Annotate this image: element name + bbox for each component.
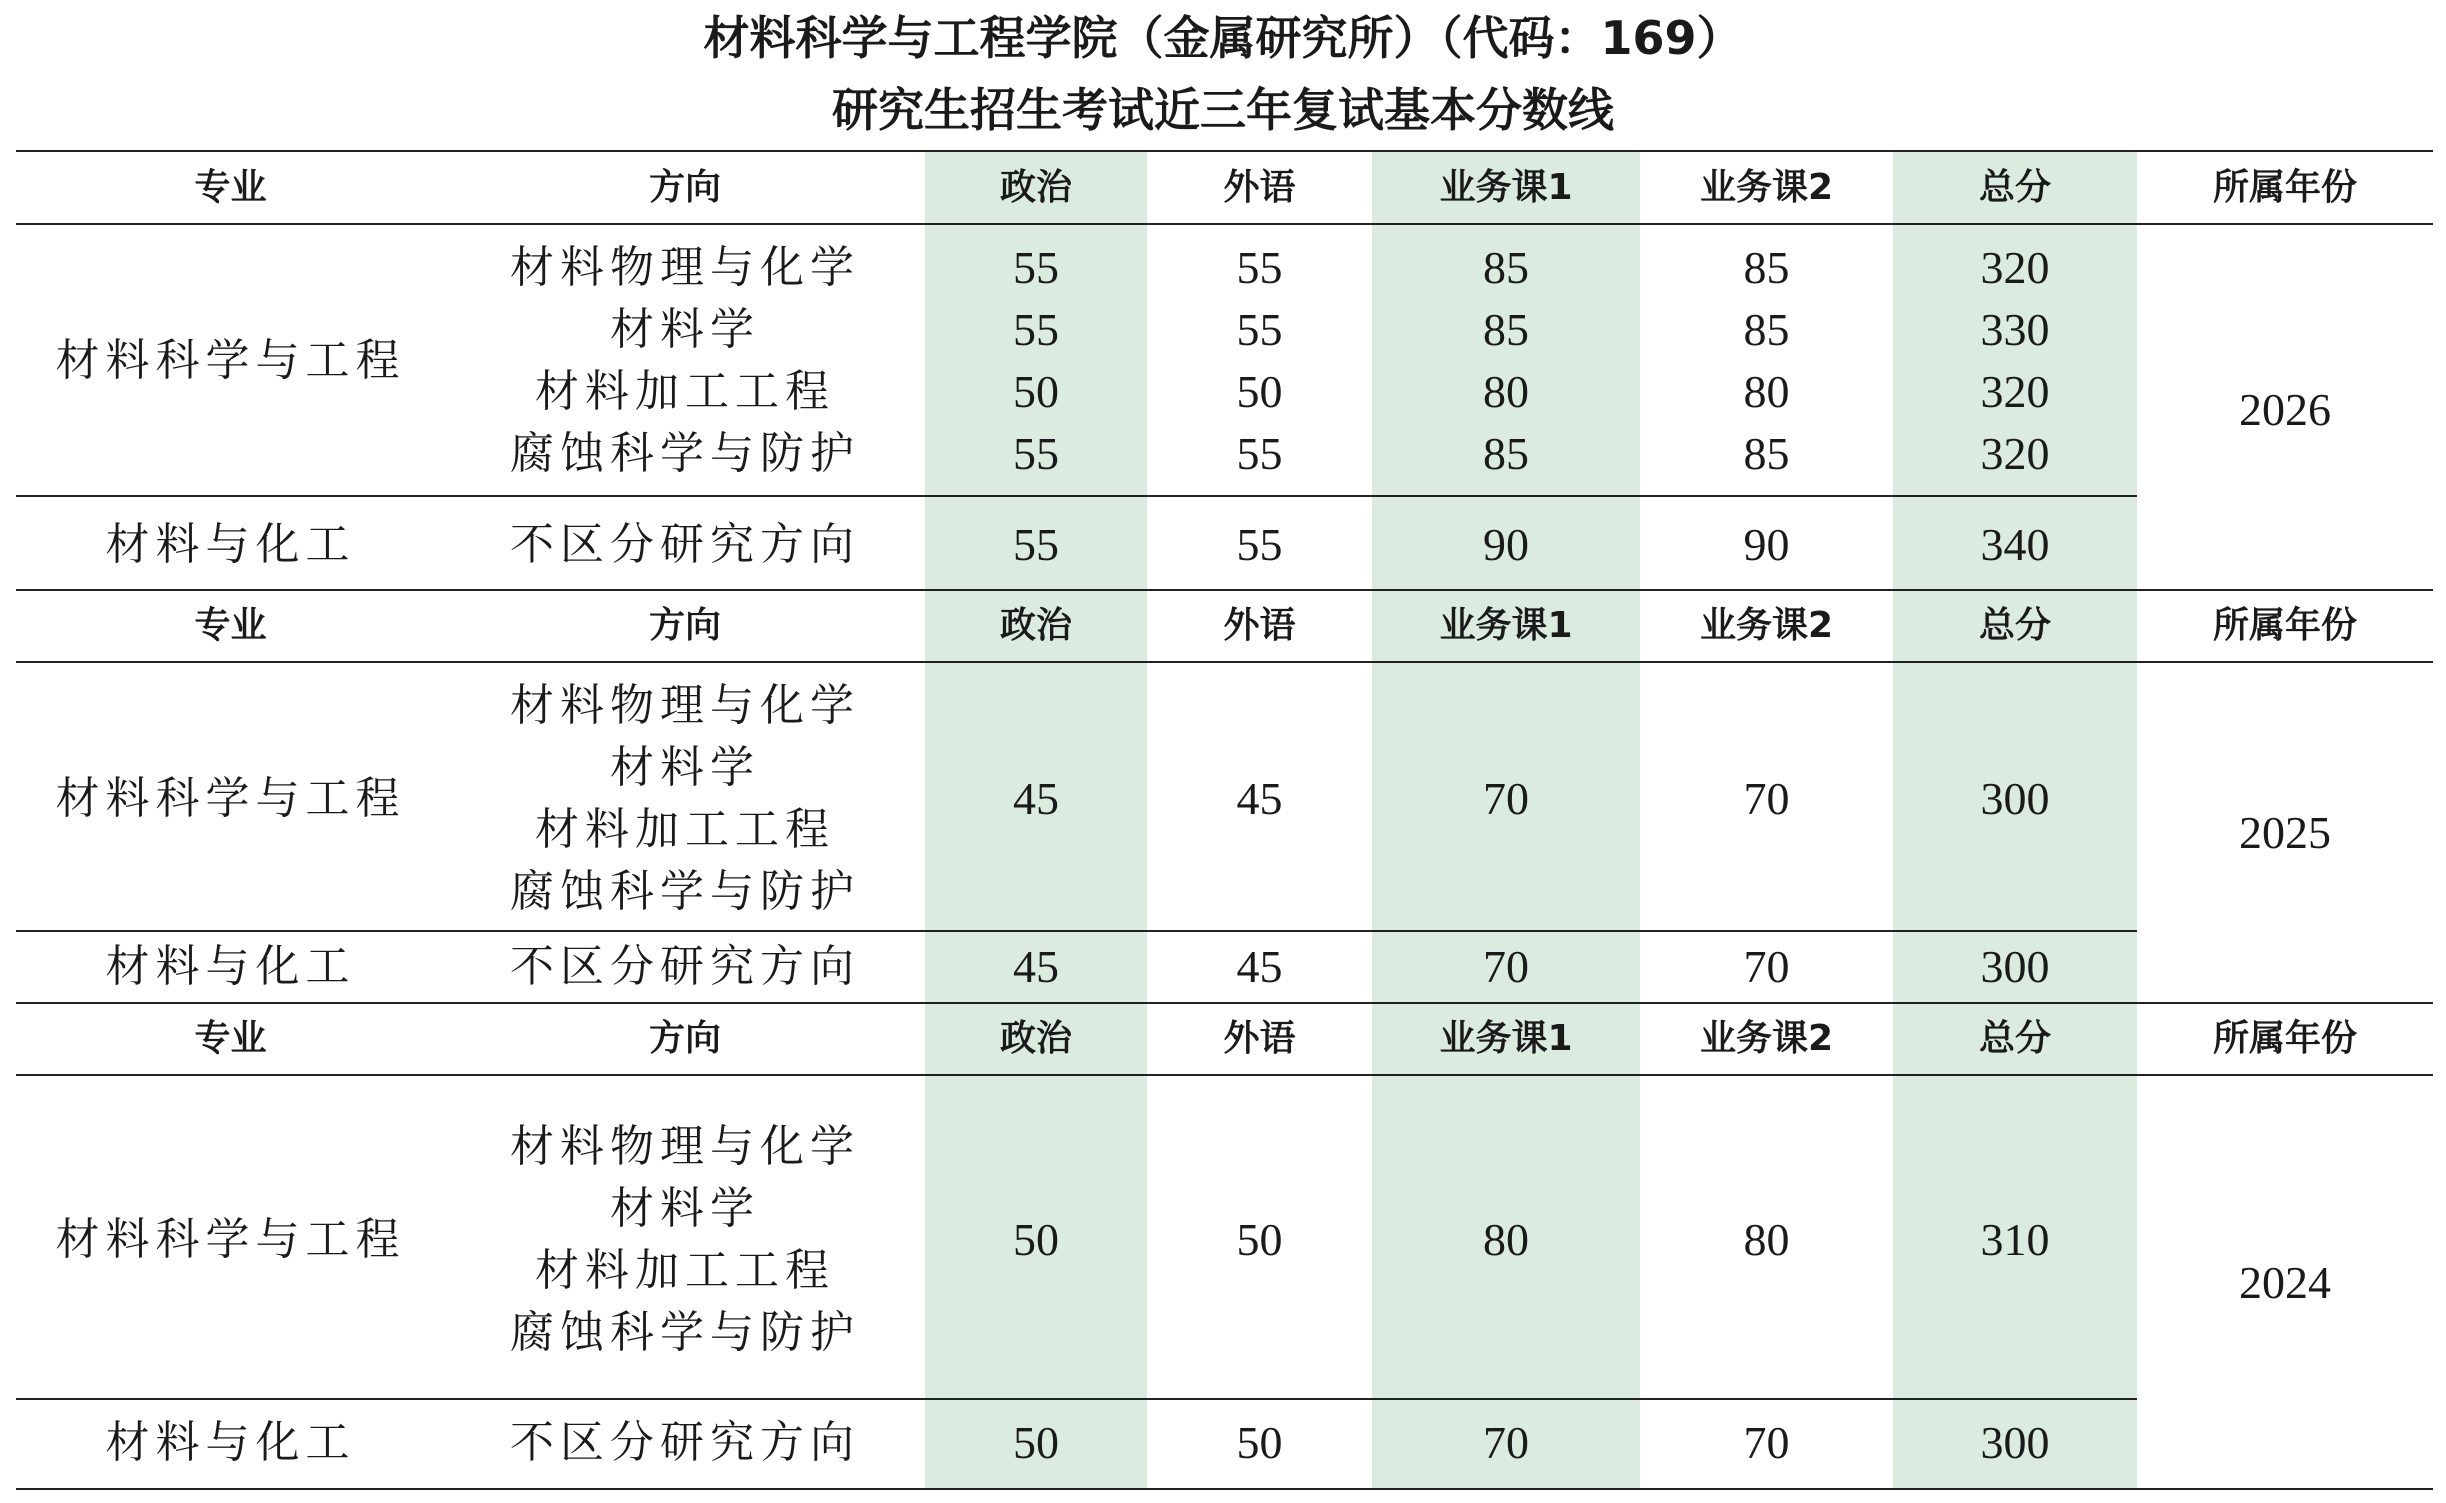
- direction-cell: 不区分研究方向: [510, 941, 860, 992]
- direction-cell: 材料物理与化学: [510, 242, 860, 293]
- direction-cell: 腐蚀科学与防护: [510, 866, 860, 917]
- header-politics: 政治: [999, 605, 1072, 646]
- score-cell: 320: [1980, 242, 2050, 293]
- score-cell: 55: [1013, 428, 1059, 479]
- table-top-rule: [16, 150, 2433, 152]
- header-year: 所属年份: [2212, 1018, 2357, 1059]
- header-total: 总分: [1978, 1018, 2051, 1059]
- score-cell: 70: [1743, 1417, 1790, 1468]
- row-separator: [16, 930, 2137, 932]
- header-rule: [16, 661, 2433, 663]
- year-cell: 2026: [2239, 384, 2331, 435]
- score-cell: 90: [1743, 519, 1790, 570]
- score-cell: 50: [1236, 366, 1283, 417]
- direction-cell: 材料学: [610, 1183, 760, 1234]
- major-cell: 材料与化工: [105, 941, 356, 992]
- score-cell: 55: [1236, 304, 1283, 355]
- direction-cell: 材料学: [610, 304, 760, 355]
- header-subject2: 业务课2: [1699, 605, 1834, 646]
- direction-cell: 材料加工工程: [535, 804, 835, 855]
- score-cell: 310: [1980, 1214, 2050, 1265]
- score-cell: 55: [1236, 519, 1283, 570]
- direction-cell: 材料加工工程: [535, 366, 835, 417]
- score-cell: 50: [1013, 1214, 1059, 1265]
- direction-cell: 腐蚀科学与防护: [510, 1307, 860, 1358]
- year-cell: 2024: [2239, 1257, 2331, 1308]
- score-cell: 45: [1236, 941, 1283, 992]
- header-subject1: 业务课1: [1439, 167, 1573, 208]
- score-cell: 45: [1013, 773, 1059, 824]
- row-separator: [16, 1398, 2137, 1400]
- direction-cell: 材料物理与化学: [510, 680, 860, 731]
- score-cell: 300: [1980, 1417, 2050, 1468]
- score-cell: 85: [1743, 428, 1790, 479]
- score-cell: 320: [1980, 428, 2050, 479]
- page-title: 材料科学与工程学院（金属研究所）（代码：169）: [703, 11, 1743, 65]
- major-cell: 材料科学与工程: [55, 773, 406, 824]
- score-cell: 70: [1743, 941, 1790, 992]
- score-cell: 90: [1483, 519, 1529, 570]
- year-cell: 2025: [2239, 807, 2331, 858]
- score-cell: 85: [1483, 304, 1529, 355]
- score-cell: 50: [1013, 1417, 1059, 1468]
- header-subject2: 业务课2: [1699, 167, 1834, 208]
- direction-cell: 材料学: [610, 742, 760, 793]
- major-cell: 材料与化工: [105, 519, 356, 570]
- score-cell: 330: [1980, 304, 2050, 355]
- block-bottom-rule: [16, 1488, 2433, 1490]
- header-subject1: 业务课1: [1439, 1018, 1573, 1059]
- major-cell: 材料与化工: [105, 1417, 356, 1468]
- header-year: 所属年份: [2212, 605, 2357, 646]
- score-cell: 50: [1013, 366, 1059, 417]
- score-cell: 340: [1980, 519, 2050, 570]
- score-cell: 55: [1013, 519, 1059, 570]
- header-year: 所属年份: [2212, 167, 2357, 208]
- score-cell: 85: [1743, 242, 1790, 293]
- header-major: 专业: [194, 605, 267, 646]
- direction-cell: 不区分研究方向: [510, 519, 860, 570]
- direction-cell: 腐蚀科学与防护: [510, 428, 860, 479]
- score-cell: 320: [1980, 366, 2050, 417]
- score-cell: 70: [1483, 1417, 1529, 1468]
- header-direction: 方向: [648, 167, 721, 208]
- score-cell: 80: [1483, 1214, 1529, 1265]
- score-cell: 80: [1743, 366, 1790, 417]
- header-rule: [16, 1074, 2433, 1076]
- header-rule: [16, 223, 2433, 225]
- header-politics: 政治: [999, 1018, 1072, 1059]
- score-cell: 300: [1980, 941, 2050, 992]
- score-cell: 55: [1236, 242, 1283, 293]
- header-language: 外语: [1223, 605, 1296, 646]
- score-cell: 70: [1483, 773, 1529, 824]
- major-cell: 材料科学与工程: [55, 1214, 406, 1265]
- header-major: 专业: [194, 1018, 267, 1059]
- page-subtitle: 研究生招生考试近三年复试基本分数线: [832, 83, 1614, 137]
- header-language: 外语: [1223, 1018, 1296, 1059]
- score-cell: 45: [1236, 773, 1283, 824]
- header-direction: 方向: [648, 1018, 721, 1059]
- score-cell: 70: [1483, 941, 1529, 992]
- direction-cell: 材料物理与化学: [510, 1121, 860, 1172]
- score-cell: 85: [1483, 242, 1529, 293]
- header-language: 外语: [1223, 167, 1296, 208]
- direction-cell: 不区分研究方向: [510, 1417, 860, 1468]
- score-cell: 45: [1013, 941, 1059, 992]
- header-total: 总分: [1978, 167, 2051, 208]
- header-major: 专业: [194, 167, 267, 208]
- header-total: 总分: [1978, 605, 2051, 646]
- score-cell: 55: [1236, 428, 1283, 479]
- score-cell: 55: [1013, 242, 1059, 293]
- header-subject2: 业务课2: [1699, 1018, 1834, 1059]
- row-separator: [16, 495, 2137, 497]
- score-cell: 55: [1013, 304, 1059, 355]
- score-cell: 50: [1236, 1214, 1283, 1265]
- header-politics: 政治: [999, 167, 1072, 208]
- direction-cell: 材料加工工程: [535, 1245, 835, 1296]
- block-bottom-rule: [16, 589, 2433, 591]
- score-cell: 85: [1743, 304, 1790, 355]
- score-cell: 70: [1743, 773, 1790, 824]
- major-cell: 材料科学与工程: [55, 335, 406, 386]
- score-cell: 85: [1483, 428, 1529, 479]
- header-subject1: 业务课1: [1439, 605, 1573, 646]
- score-cell: 50: [1236, 1417, 1283, 1468]
- score-cell: 300: [1980, 773, 2050, 824]
- score-cell: 80: [1743, 1214, 1790, 1265]
- score-cell: 80: [1483, 366, 1529, 417]
- block-bottom-rule: [16, 1002, 2433, 1004]
- header-direction: 方向: [648, 605, 721, 646]
